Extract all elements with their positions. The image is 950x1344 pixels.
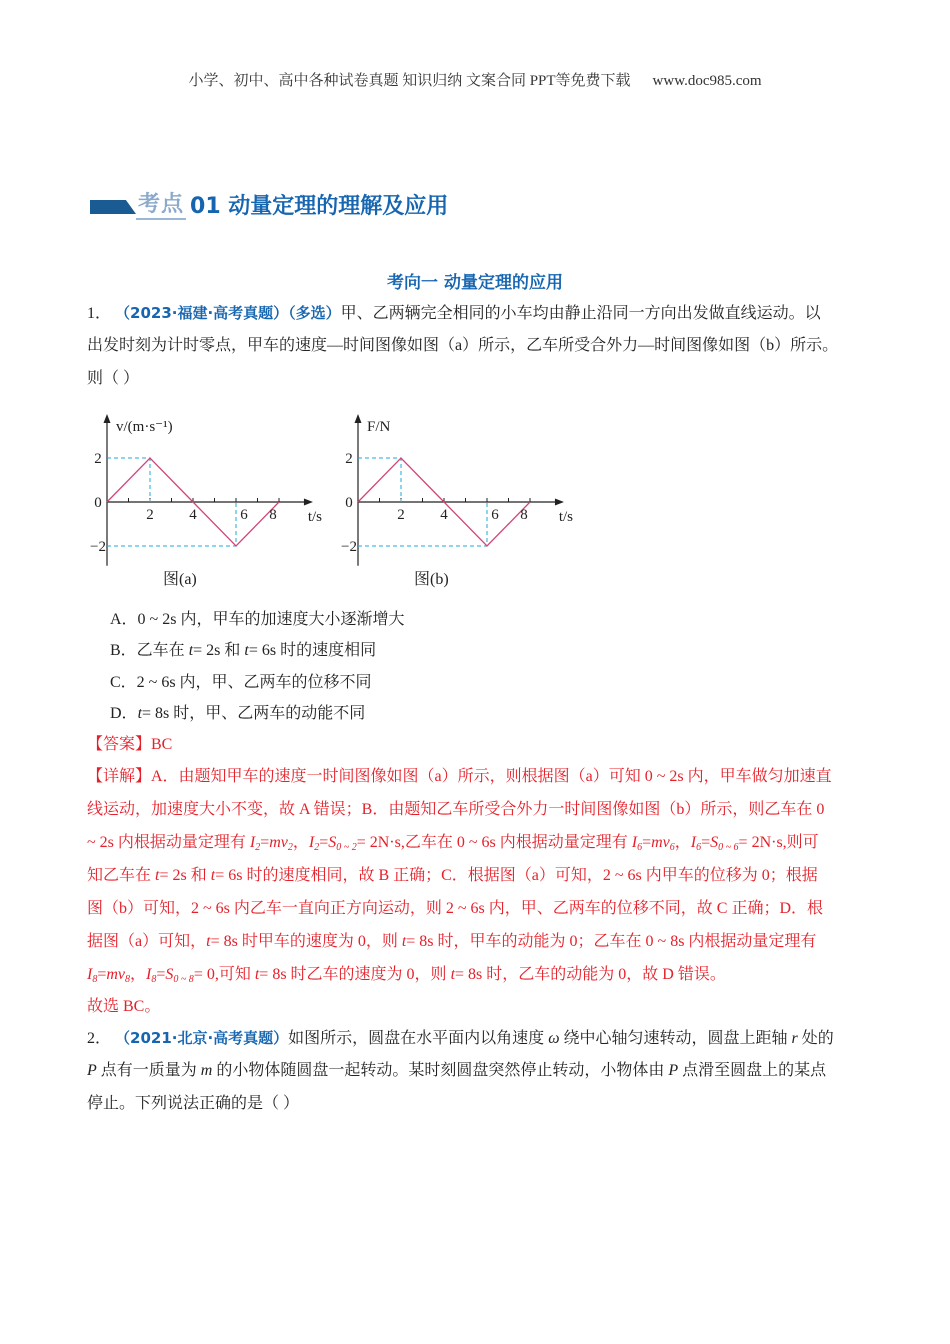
text-run: = 2s 和 [193, 642, 245, 659]
y-tick-label: 0 [345, 495, 353, 511]
text-run: = 8s 时，甲车的动能为 0；乙车在 0 ~ 8s 内根据动量定理有 [406, 933, 817, 950]
text-run: 出发时刻为计时零点，甲车的速度—时间图像如图（a）所示，乙车所受合外力—时间图像如图（b）所示。 [87, 337, 839, 354]
text-run: 0 ~ 8 [173, 974, 194, 985]
text-line [87, 767, 832, 787]
answer-option [110, 610, 404, 630]
y-axis-arrow [104, 414, 111, 423]
text-run: = [260, 834, 270, 851]
text-run: mv [651, 834, 670, 851]
text-run: ， [674, 834, 691, 851]
text-run: t [450, 966, 456, 983]
text-run: 8 [92, 974, 98, 985]
header-url[interactable]: www.doc985.com [652, 73, 762, 89]
text-run: 2 [255, 842, 261, 853]
text-run: 0 ~ 6 [718, 842, 739, 853]
header-text: 小学、初中、高中各种试卷真题 知识归纳 文案合同 PPT等免费下载 [188, 73, 631, 89]
text-run: 据图（a）可知， [87, 933, 207, 950]
text-run: 2． [87, 1030, 116, 1047]
text-run: t [155, 867, 160, 884]
text-run: mv [106, 966, 126, 983]
text-run: 【答案】BC [87, 736, 173, 753]
answer-option [110, 673, 372, 693]
text-run: = 2s 和 [159, 867, 211, 884]
text-run: 处的 [797, 1030, 834, 1047]
text-run: 8 [125, 974, 131, 985]
text-run: mv [269, 834, 288, 851]
text-line [87, 303, 821, 324]
text-run: 甲、乙两辆完全相同的小车均由静止沿同一方向出发做直线运动。以 [340, 305, 821, 322]
text-run: 故选 BC。 [87, 998, 161, 1015]
x-tick-label: 8 [269, 507, 277, 523]
text-run: 点有一质量为 [96, 1062, 201, 1079]
text-run: 如图所示，圆盘在水平面内以角速度 [288, 1030, 549, 1047]
text-run: S [165, 966, 174, 983]
text-run: = [97, 966, 107, 983]
text-run: = 8s 时甲车的速度为 0，则 [210, 933, 402, 950]
text-line [87, 800, 824, 820]
text-run: 停止。下列说法正确的是（ ） [87, 1095, 300, 1112]
x-axis-label: t/s [307, 509, 323, 525]
text-run: 线运动，加速度大小不变，故 A 错误；B．由题知乙车所受合外力一时间图像如图（b）所示，则乙车在 0 [87, 801, 825, 818]
y-axis-label: F/N [367, 419, 391, 435]
x-axis-label: t/s [558, 509, 574, 525]
text-run: S [328, 834, 337, 851]
text-run: 知乙车在 [87, 867, 156, 884]
answer-option [110, 641, 376, 661]
x-tick-label: 6 [491, 507, 499, 523]
text-run: = 8s 时，乙车的动能为 0，故 D 错误。 [455, 966, 726, 983]
text-line [87, 1028, 834, 1049]
x-tick-label: 4 [189, 507, 197, 523]
section-heading [90, 190, 448, 220]
text-line [87, 866, 818, 886]
section-tag: 考点 [136, 187, 186, 220]
text-line [87, 1094, 299, 1114]
y-axis-label: v/(m·s⁻¹) [116, 419, 173, 435]
x-tick-label: 2 [397, 507, 405, 523]
text-run: ~ 2s 内根据动量定理有 [87, 834, 250, 851]
text-run: = [156, 966, 166, 983]
text-run: P [668, 1062, 679, 1079]
text-run: = 8s 时，甲、乙两车的动能不同 [142, 705, 366, 722]
text-run: t [137, 705, 143, 722]
text-run: = 8s 时乙车的速度为 0，则 [259, 966, 451, 983]
y-tick-label: −2 [90, 539, 106, 555]
text-run: = [701, 834, 711, 851]
text-run: I [308, 834, 315, 851]
text-run: B．乙车在 [110, 642, 189, 659]
text-run: t [206, 933, 211, 950]
text-line [87, 899, 823, 919]
text-run: t [210, 867, 216, 884]
text-run: t [401, 933, 407, 950]
x-axis-arrow [555, 499, 564, 506]
text-run: ， [292, 834, 309, 851]
text-run: 2 [287, 842, 293, 853]
x-tick-label: 6 [240, 507, 248, 523]
text-line [87, 369, 139, 389]
figure-caption: 图(b) [414, 571, 449, 588]
text-run: = [642, 834, 652, 851]
text-run: 6 [669, 842, 675, 853]
text-run: = 6s 时的速度相同，故 B 正确；C．根据图（a）可知，2 ~ 6s 内甲车的位移为 0；根据 [215, 867, 818, 884]
text-run: 6 [696, 842, 702, 853]
text-run: 则（ ） [87, 370, 140, 387]
text-line [87, 997, 160, 1017]
answer-option [110, 704, 365, 724]
y-tick-label: 2 [345, 451, 353, 467]
text-run: I [146, 966, 152, 983]
text-run: 2 [314, 842, 320, 853]
text-run: ω [548, 1030, 560, 1047]
guide-line [107, 502, 236, 546]
text-run: S [710, 834, 719, 851]
text-run: 绕中心轴匀速转动，圆盘上距轴 [559, 1030, 792, 1047]
text-line [87, 735, 172, 755]
text-run: I [690, 834, 697, 851]
text-run: I [631, 834, 638, 851]
y-tick-label: 2 [94, 451, 102, 467]
text-run: r [791, 1030, 798, 1047]
page-header [0, 69, 950, 90]
x-tick-label: 2 [146, 507, 154, 523]
text-run: C．2 ~ 6s 内，甲、乙两车的位移不同 [110, 674, 372, 691]
section-bar-decoration [90, 200, 136, 214]
x-tick-label: 4 [440, 507, 448, 523]
text-run: A．0 ~ 2s 内，甲车的加速度大小逐渐增大 [110, 611, 405, 628]
y-tick-label: 0 [94, 495, 102, 511]
text-run: = 2N·s,乙车在 0 ~ 6s 内根据动量定理有 [356, 834, 632, 851]
y-axis-arrow [355, 414, 362, 423]
text-run: t [254, 966, 260, 983]
text-run: 8 [151, 974, 157, 985]
figure-caption: 图(a) [163, 571, 197, 588]
guide-line [358, 502, 487, 546]
text-run: = 6s 时的速度相同 [248, 642, 377, 659]
x-tick-label: 8 [520, 507, 528, 523]
source-tag: （2023·福建·高考真题）（多选） [115, 304, 341, 322]
text-run: t [244, 642, 249, 659]
text-line [87, 833, 819, 858]
text-run: t [188, 642, 194, 659]
x-axis-arrow [304, 499, 313, 506]
text-line [87, 336, 838, 356]
y-tick-label: −2 [341, 539, 357, 555]
text-run: ， [130, 966, 147, 983]
text-run: = 0,可知 [193, 966, 255, 983]
subsection-title: 考向一 动量定理的应用 [387, 273, 563, 293]
text-run: 的小物体随圆盘一起转动。某时刻圆盘突然停止转动，小物体由 [212, 1062, 669, 1079]
text-run: P [87, 1062, 97, 1079]
text-line [87, 1061, 826, 1081]
text-run: 【详解】A．由题知甲车的速度一时间图像如图（a）所示，则根据图（a）可知 0 ~ 2s 内，甲车做匀加速直 [87, 768, 832, 785]
text-line [87, 965, 726, 990]
text-run: I [249, 834, 256, 851]
text-run: 0 ~ 2 [336, 842, 357, 853]
text-run: m [200, 1062, 213, 1079]
text-line [87, 932, 816, 952]
text-run: = 2N·s,则可 [738, 834, 819, 851]
text-run: 1． [87, 305, 116, 322]
text-run: = [319, 834, 329, 851]
text-run: 点滑至圆盘上的某点 [678, 1062, 827, 1079]
text-run: I [87, 966, 93, 983]
text-run: 6 [637, 842, 643, 853]
text-run: 图（b）可知，2 ~ 6s 内乙车一直向正方向运动，则 2 ~ 6s 内，甲、乙两车的位移不同，故 C 正确；D．根 [87, 900, 823, 917]
source-tag: （2021·北京·高考真题） [115, 1029, 289, 1047]
graph-a [82, 410, 332, 580]
section-title: 01 动量定理的理解及应用 [190, 194, 449, 219]
graph-b [333, 410, 583, 580]
text-run: D． [110, 705, 138, 722]
